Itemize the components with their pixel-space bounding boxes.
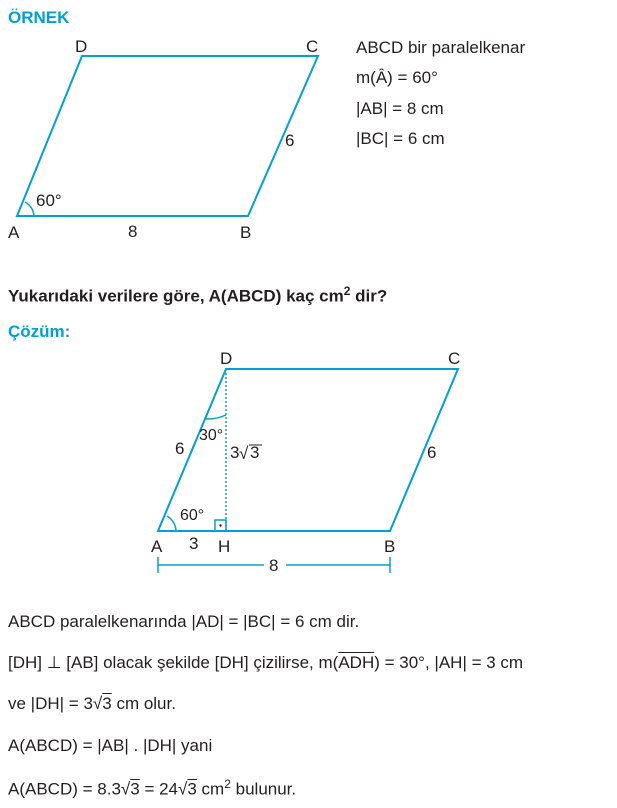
- solution-line-5-root-1: 3: [130, 779, 140, 799]
- example-parallelogram-figure: [0, 30, 340, 250]
- example-side-bc-label: 6: [285, 131, 295, 150]
- example-vertex-a: A: [8, 223, 20, 242]
- solution-line-3-b: cm olur.: [111, 694, 176, 713]
- solution-line-2: [8, 653, 523, 673]
- question-suffix: dir?: [350, 286, 388, 306]
- solution-parallelogram-figure: [140, 345, 470, 585]
- solution-vertex-h: H: [218, 537, 231, 556]
- given-line-1: ABCD bir paralelkenar: [356, 38, 526, 57]
- solution-angle-30-label: 30°: [199, 427, 224, 444]
- solution-line-5-a: A(ABCD) = 8.3: [8, 779, 121, 799]
- height-root: 3: [250, 443, 260, 462]
- example-vertex-b: B: [240, 223, 252, 242]
- solution-line-3-root: 3: [102, 694, 112, 713]
- solution-line-3: [8, 694, 176, 714]
- solution-line-2-b: ) = 30°, |AH| = 3 cm: [374, 653, 524, 672]
- example-vertex-d: D: [75, 37, 88, 56]
- solution-vertex-b: B: [384, 537, 396, 556]
- solution-vertex-d: D: [220, 349, 233, 368]
- solution-line-4: A(ABCD) = |AB| . |DH| yani: [8, 736, 213, 755]
- solution-vertex-a: A: [151, 537, 163, 556]
- solution-line-5-d: bulunur.: [230, 779, 297, 799]
- example-vertex-c: C: [306, 37, 319, 56]
- solution-line-5-sup: 2: [224, 777, 231, 791]
- solution-seg-ah-label: 3: [189, 534, 199, 553]
- solution-line-1: ABCD paralelkenarında |AD| = |BC| = 6 cm dir.: [8, 612, 360, 631]
- solution-line-5-b: = 24: [139, 779, 179, 799]
- example-heading: ÖRNEK: [8, 8, 70, 27]
- example-angle-arc: [25, 202, 34, 216]
- solution-angle-adh: $\overline{ADH}$: [338, 653, 375, 672]
- question-prefix: Yukarıdaki verilere göre, A(ABCD) kaç cm: [8, 286, 344, 306]
- example-side-ab-label: 8: [128, 222, 138, 241]
- given-line-2: [356, 68, 438, 88]
- question-text: [8, 284, 387, 307]
- given-line-3: |AB| = 8 cm: [356, 99, 444, 118]
- question-superscript: 2: [343, 284, 351, 298]
- sqrt-sign: √: [120, 779, 131, 799]
- solution-heading: Çözüm:: [8, 322, 71, 341]
- given-line-2-prefix: m(: [356, 68, 376, 87]
- example-angle-a-label: 60°: [36, 191, 62, 210]
- solution-line-3-a: ve |DH| = 3: [8, 694, 93, 713]
- solution-angle-d-arc: [205, 415, 226, 419]
- solution-side-ad-label: 6: [175, 439, 185, 458]
- solution-line-5: [8, 777, 296, 800]
- base-dimension-label: 8: [269, 556, 279, 575]
- solution-side-bc-label: 6: [427, 443, 437, 462]
- sqrt-symbol: √: [239, 444, 249, 463]
- given-line-4: |BC| = 6 cm: [356, 129, 445, 148]
- height-value-label: [230, 443, 262, 463]
- solution-line-5-root-2: 3: [187, 779, 197, 799]
- right-angle-dot: [219, 524, 221, 526]
- solution-angle-a-arc: [167, 516, 176, 531]
- solution-line-2-a: [DH] ⊥ [AB] olacak şekilde [DH] çizilirse, m(: [8, 653, 339, 672]
- given-angle-a: Â: [375, 68, 388, 87]
- sqrt-sign: √: [178, 779, 188, 799]
- solution-angle-60-label: 60°: [180, 507, 205, 524]
- example-parallelogram: [17, 56, 318, 216]
- solution-line-5-c: cm: [196, 779, 225, 799]
- solution-vertex-c: C: [448, 349, 461, 368]
- given-line-2-suffix: ) = 60°: [387, 68, 438, 87]
- height-coef: 3: [230, 443, 240, 462]
- sqrt-sign: √: [92, 694, 103, 713]
